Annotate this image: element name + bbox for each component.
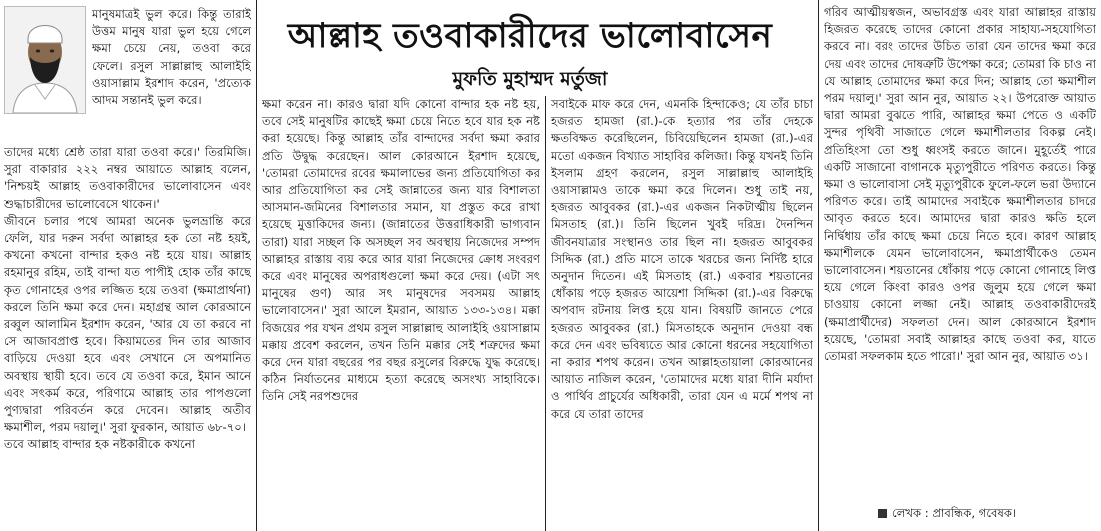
author-note <box>878 505 1098 522</box>
author-note-text: লেখক : প্রাবন্ধিক, গবেষক। <box>892 506 1017 520</box>
column-1-beside-photo <box>92 6 251 144</box>
column-4 <box>824 4 1096 504</box>
article-text-column-4: গরিব আত্মীয়স্বজন, অভাবগ্রস্ত এবং যারা আল্লাহর রাস্তায় হিজরত করেছে তাদের কোনো প্রকার সাহায্য-সহযোগিতা করবে না। বরং তাদের উচিত তারা যেন তাদের ক্ষমা করে দেয় এবং তাদের দোষত্রুটি উপেক্ষা করে; তোমরা কি চাও না যে আল্লাহ তোমাদের ক্ষমা করে দিন; আল্লাহ তো ক্ষমাশীল পরম দয়ালু।' সুরা আন নুর, আয়াত ২২। উপরোক্ত আয়াত দ্বারা আমরা বুঝতে পারি, আল্লাহর ক্ষমা পেতে ও একটি সুন্দর পৃথিবী সাজাতে গেলে ক্ষমাশীলতার বিকল্প নেই। প্রতিহিংসা তো শুধু ধ্বংসই করতে জানে। মুহূর্তেই পারে একটি সাজানো বাগানকে মৃত্যুপুরীতে পরিণত করতে। কিন্তু ক্ষমা ও ভালোবাসা সেই মৃত্যুপুরীকে ফুলে-ফলে ভরা উদ্যানে পরিণত করে। তাই আমাদের সবাইকে ক্ষমাশীলতার চাদরে আবৃত করতে হবে। আমাদের দ্বারা কারও ক্ষতি হলে নির্দ্বিধায় তাঁর কাছে ক্ষমা চেয়ে নিতে হবে। কারণ আল্লাহ ক্ষমাশীলকে যেমন ভালোবাসেন, ক্ষমাপ্রার্থীকেও তেমন ভালোবাসেন। শয়তানের ধোঁকায় পড়ে কোনো গোনাহে লিপ্ত হয়ে গেলে কিংবা কারও ওপর জুলুম হয়ে গেলে ক্ষমা চাওয়ায় কোনো লজ্জা নেই। আল্লাহ তওবাকারীদেরই (ক্ষমাপ্রার্থীদের) সফলতা দেন। আল কোরআনে ইরশাদ হয়েছে, 'তোমরা সবাই আল্লাহর কাছে তওবা কর, যাতে তোমরা সফলকাম হতে পারো।' সুরা আন নুর, আয়াত ৩১। <box>824 5 1096 364</box>
square-bullet-icon <box>878 509 887 518</box>
column-3 <box>551 96 813 529</box>
article-text-column-1: তাদের মধ্যে শ্রেষ্ঠ তারা যারা তওবা করে।' তিরমিজি। সুরা বাকারার ২২২ নম্বর আয়াতে আল্লাহ বলেন, 'নিশ্চয়ই আল্লাহ তওবাকারীদের ভালোবাসেন এবং শুদ্ধাচারীদের ভালোবেসে থাকেন।' জীবনে চলার পথে আমরা অনেক ভুলভ্রান্তি করে ফেলি, যার দরুন সর্বদা আল্লাহর হক তো নষ্ট হয়ই, কখনো কখনো বান্দার হকও নষ্ট হয়ে যায়। আল্লাহ রহমানুর রহিম, তাই বান্দা যত পাপীই হোক তাঁর কাছে কৃত গোনাহের ওপর লজ্জিত হয়ে তওবা (ক্ষমাপ্রার্থনা) করলে তিনি ক্ষমা করে দেন। মহাগ্রন্থ আল কোরআনে রব্বুল আলামিন ইরশাদ করেন, 'আর যে তা করবে না সে আজাবপ্রাপ্ত হবে। কিয়ামতের দিন তার আজাব বাড়িয়ে দেওয়া হবে এবং সেখানে সে অপমানিত অবস্থায় স্থায়ী হবে। তবে যে তওবা করে, ইমান আনে এবং সৎকর্ম করে, পরিণামে আল্লাহ তার পাপগুলো পুণ্যদ্বারা পরিবর্তন করে দেবেন। আল্লাহ অতীব ক্ষমাশীল, পরম দয়ালু।' সুরা ফুরকান, আয়াত ৬৮-৭০। তবে আল্লাহ বান্দার হক নষ্টকারীকে কখনো <box>4 145 251 452</box>
author-portrait-icon <box>5 7 85 113</box>
author-photo <box>4 6 86 114</box>
column-divider <box>545 96 546 531</box>
column-2 <box>262 96 540 529</box>
article-byline: মুফতি মুহাম্মদ মর্তুজা <box>452 68 608 90</box>
column-divider <box>818 0 819 531</box>
column-divider <box>256 0 257 531</box>
article-text-intro: মানুষমাত্রই ভুল করে। কিন্তু তারাই উত্তম মানুষ যারা ভুল হয়ে গেলে ক্ষমা চেয়ে নেয়, তওবা করে ফেলে। রসুল সাল্লাল্লাহু আলাইহি ওয়াসাল্লাম ইরশাদ করেন, 'প্রত্যেক আদম সন্তানই ভুল করে। <box>92 7 251 108</box>
article-text-column-2: ক্ষমা করেন না। কারও দ্বারা যদি কোনো বান্দার হক নষ্ট হয়, তবে সেই মানুষটির কাছেই ক্ষমা চেয়ে নিতে হবে যার হক নষ্ট করা হয়েছে। কিন্তু আল্লাহ তাঁর বান্দাদের সর্বদা ক্ষমা করার প্রতি উদ্বুদ্ধ করেছেন। আল কোরআনে ইরশাদ হয়েছে, 'তোমরা তোমাদের রবের ক্ষমালাভের জন্য প্রতিযোগিতা কর আর প্রতিযোগিতা কর সেই জান্নাতের জন্য যার বিশালতা আসমান-জমিনের বিশালতার সমান, যা প্রস্তুত করে রাখা হয়েছে মুত্তাকিদের জন্য। (জান্নাতের উত্তরাধিকারী ভাগ্যবান তারা) যারা সচ্ছল কি অসচ্ছল সব অবস্থায় নিজেদের সম্পদ আল্লাহর রাস্তায় ব্যয় করে আর যারা নিজেদের ক্রোধ সংবরণ করে এবং মানুষের অপরাধগুলো ক্ষমা করে দেয়। (এটা সৎ মানুষের গুণ) আর সৎ মানুষদের সবসময় আল্লাহ ভালোবাসেন।' সুরা আলে ইমরান, আয়াত ১৩৩-১৩৪। মক্কা বিজয়ের পর যখন প্রথম রসুল সাল্লাল্লাহু আলাইহি ওয়াসাল্লাম মক্কায় প্রবেশ করলেন, তখন তিনি মক্কার সেই শত্রুদের ক্ষমা করে দেন যারা বছরের পর বছর রসুলের বিরুদ্ধে যুদ্ধ করেছে। কঠিন নির্যাতনের মাধ্যমে হত্যা করেছে অসংখ্য সাহাবিকে। তিনি সেই নরপশুদের <box>262 97 540 404</box>
article-text-column-3: সবাইকে মাফ করে দেন, এমনকি হিন্দাকেও; যে তাঁর চাচা হজরত হামজা (রা.)-কে হত্যার পর তাঁর দেহকে ক্ষতবিক্ষত করেছিলেন, চিবিয়েছিলেন হামজা (রা.)-এর মতো একজন বিখ্যাত সাহাবির কলিজা। কিন্তু যখনই তিনি ইসলাম গ্রহণ করলেন, রসুল সাল্লাল্লাহু আলাইহি ওয়াসাল্লামও তাকে ক্ষমা করে দিলেন। শুধু তাই নয়, হজরত আবুবকর (রা.)-এর একজন নিকটাত্মীয় ছিলেন মিসতাহ (রা.)। তিনি ছিলেন খুবই দরিদ্র। দৈনন্দিন জীবনযাত্রার সংস্থানও তার ছিল না। হজরত আবুবকর সিদ্দিক (রা.) প্রতি মাসে তাকে খরচের জন্য নির্দিষ্ট হারে অনুদান দিতেন। এই মিসতাহ (রা.) একবার শয়তানের ধোঁকায় পড়ে হজরত আয়েশা সিদ্দিকা (রা.)-এর বিরুদ্ধে অপবাদ রটনায় লিপ্ত হয়ে যান। বিষয়টি জানতে পেরে হজরত আবুবকর (রা.) মিসতাহকে অনুদান দেওয়া বন্ধ করে দেন এবং ভবিষ্যতে আর কোনো ধরনের সহযোগিতা না করার শপথ করেন। তখন আল্লাহতায়ালা কোরআনের আয়াত নাজিল করেন, 'তোমাদের মধ্যে যারা দীনি মর্যাদা ও পার্থিব প্রাচুর্যের অধিকারী, তারা যেন এ মর্মে শপথ না করে যে তারা তাদের <box>551 97 813 421</box>
article-headline: আল্লাহ তওবাকারীদের ভালোবাসেন <box>287 16 773 56</box>
column-1 <box>4 144 251 529</box>
